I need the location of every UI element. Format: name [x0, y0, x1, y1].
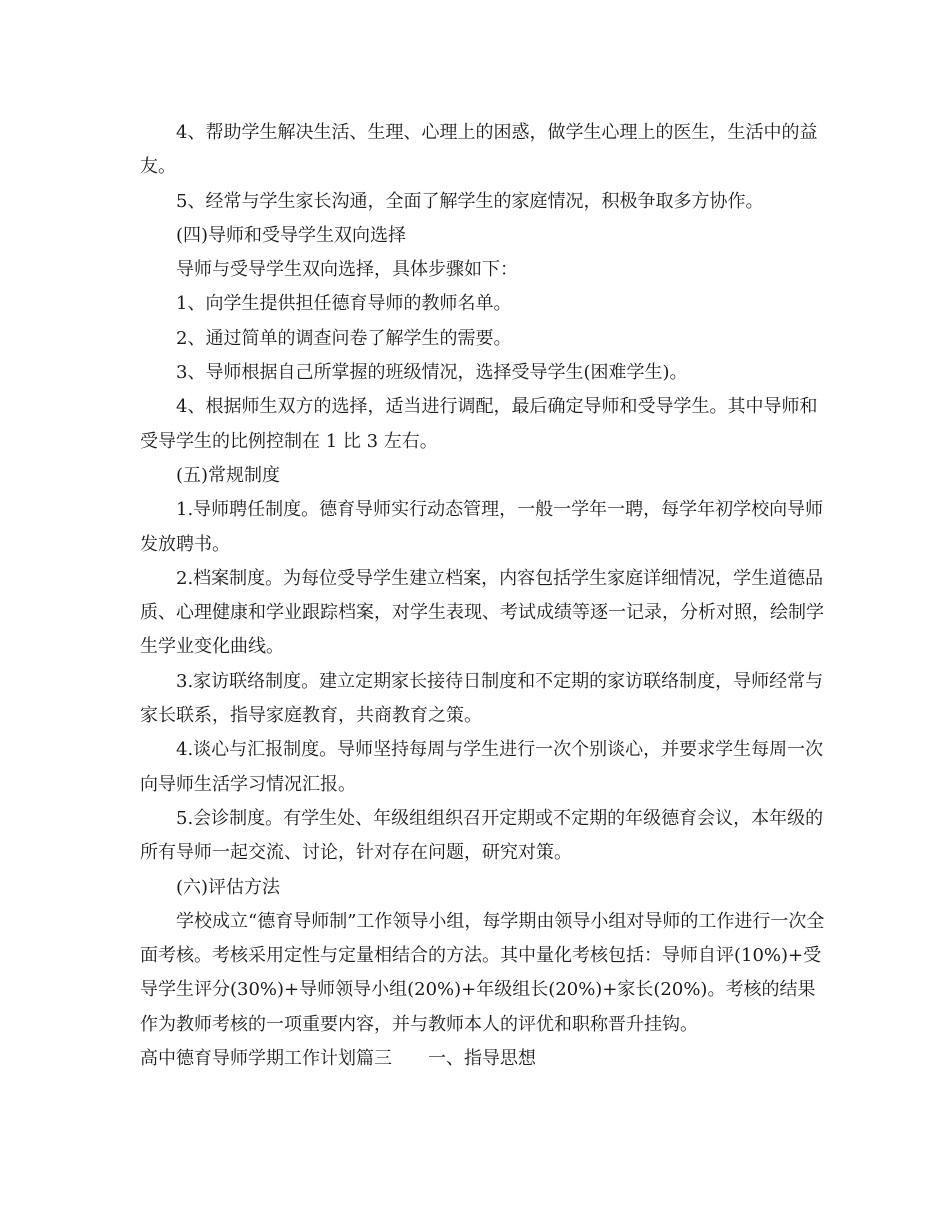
- paragraph-rule-4: 4.谈心与汇报制度。导师坚持每周与学生进行一次个别谈心，并要求学生每周一次向导师生活学习情况汇报。: [140, 739, 824, 795]
- paragraph-item-4-help: 4、帮助学生解决生活、生理、心理上的困惑，做学生心理上的医生，生活中的益友。: [140, 122, 818, 178]
- paragraph-rule-2: 2.档案制度。为每位受导学生建立档案，内容包括学生家庭详细情况，学生道德品质、心理健康和学业跟踪档案，对学生表现、考试成绩等逐一记录，分析对照，绘制学生学业变化曲线。: [140, 567, 824, 658]
- section-heading-4: (四)导师和受导学生双向选择: [176, 224, 407, 246]
- paragraph-rule-1: 1.导师聘任制度。德育导师实行动态管理，一般一学年一聘，每学年初学校向导师发放聘书。: [140, 499, 824, 555]
- paragraph-selection-intro: 导师与受导学生双向选择，具体步骤如下：: [176, 259, 518, 281]
- paragraph-step-2: 2、通过简单的调查问卷了解学生的需要。: [176, 327, 512, 349]
- section-heading-5: (五)常规制度: [176, 464, 281, 486]
- paragraph-item-5-parents: 5、经常与学生家长沟通，全面了解学生的家庭情况，积极争取多方协作。: [176, 190, 764, 212]
- paragraph-step-4: 4、根据师生双方的选择，适当进行调配，最后确定导师和受导学生。其中导师和受导学生的比例控制在 1 比 3 左右。: [140, 396, 818, 452]
- paragraph-rule-3: 3.家访联络制度。建立定期家长接待日制度和不定期的家访联络制度，导师经常与家长联系，指导家庭教育，共商教育之策。: [140, 670, 824, 727]
- document-page: [140, 116, 830, 1076]
- paragraph-evaluation: 学校成立“德育导师制”工作领导小组，每学期由领导小组对导师的工作进行一次全面考核。考核采用定性与定量相结合的方法。其中量化考核包括：导师自评(10%)+受导学生评分(30%)+导师领导小组(20%)+年级组长(20%)+家长(20%)。考核的结果作为教师考核的一项重要内容，并与教师本人的评优和职称晋升挂钩。: [140, 910, 825, 1035]
- section-heading-6: (六)评估方法: [176, 876, 281, 898]
- paragraph-step-1: 1、向学生提供担任德育导师的教师名单。: [176, 293, 512, 315]
- next-section-title: 高中德育导师学期工作计划篇三 一、指导思想: [140, 1048, 536, 1070]
- paragraph-rule-5: 5.会诊制度。有学生处、年级组组织召开定期或不定期的年级德育会议，本年级的所有导师一起交流、讨论，针对存在问题，研究对策。: [140, 807, 824, 864]
- paragraph-step-3: 3、导师根据自己所掌握的班级情况，选择受导学生(困难学生)。: [176, 362, 688, 384]
